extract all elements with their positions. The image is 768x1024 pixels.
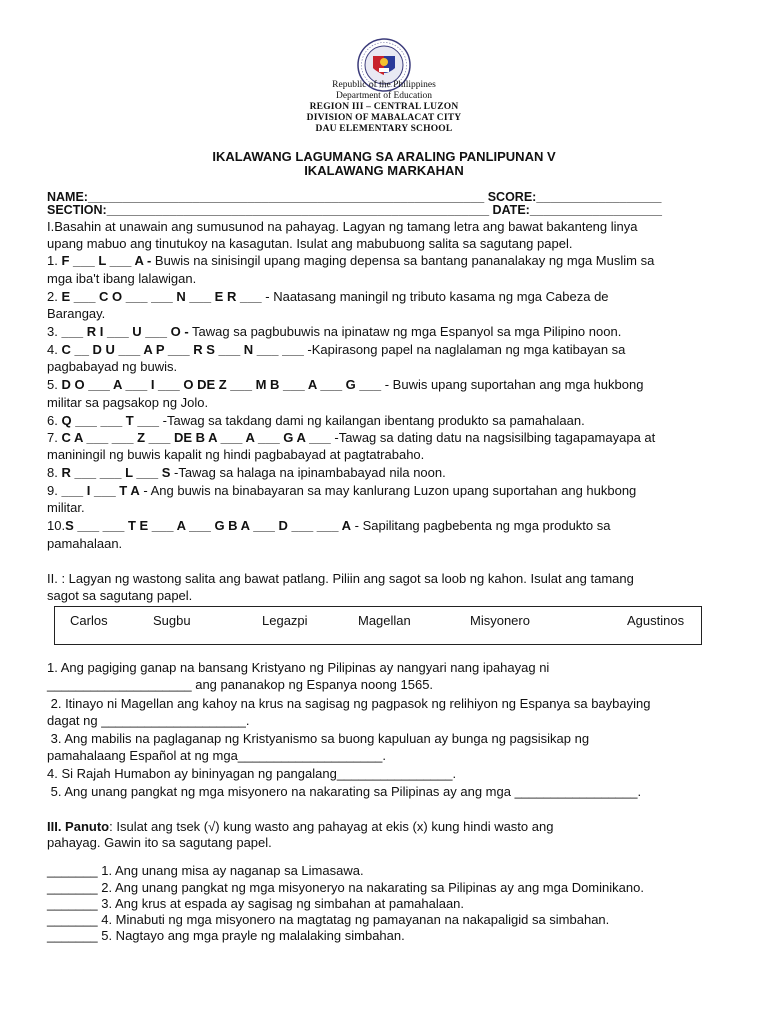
part2-item: 1. Ang pagiging ganap na bansang Kristyano ng Pilipinas ay nangyari nang ipahayag ni xyxy=(47,660,550,675)
worksheet-title: IKALAWANG LAGUMANG SA ARALING PANLIPUNAN V xyxy=(212,149,556,164)
name-score-field[interactable]: NAME:_________________________________________________________ SCORE:__________________ xyxy=(47,190,662,204)
header-department: Department of Education xyxy=(335,91,433,101)
part2-item: pamahalaang Español at ng mga____________________. xyxy=(47,748,387,763)
part2-item: 3. Ang mabilis na paglaganap ng Kristyanismo sa buong kapuluan ay bunga ng pagsisikap ng xyxy=(47,731,590,746)
part1-item: 6. Q ___ ___ T ___ -Tawag sa takdang dami ng kailangan ibentang produkto sa pamahalaan. xyxy=(47,413,585,428)
part1-item-cont: militar sa pagsakop ng Jolo. xyxy=(47,395,209,410)
choice-item: Sugbu xyxy=(153,613,191,628)
part1-instruction: I.Basahin at unawain ang sumusunod na pahayag. Lagyan ng tamang letra ang bawat bakanteng linya xyxy=(47,219,638,234)
choice-item: Carlos xyxy=(70,613,108,628)
part3-item: _______ 5. Nagtayo ang mga prayle ng malalaking simbahan. xyxy=(47,928,405,943)
part1-item: 3. ___ R I ___ U ___ O - Tawag sa pagbubuwis na ipinataw ng mga Espanyol sa mga Pilipino noon. xyxy=(47,324,622,339)
part3-instruction-cont: pahayag. Gawin ito sa sagutang papel. xyxy=(47,835,272,850)
header-republic: Republic of the Philippines xyxy=(332,80,436,90)
part1-item-cont: Barangay. xyxy=(47,306,106,321)
part2-instruction: sagot sa sagutang papel. xyxy=(47,588,193,603)
part2-item: 5. Ang unang pangkat ng mga misyonero na nakarating sa Pilipinas ay ang mga _________________. xyxy=(47,784,642,799)
part1-item: 4. C __ D U ___ A P ___ R S ___ N ___ ___ -Kapirasong papel na naglalaman ng mga katibayan sa xyxy=(47,342,626,357)
part3-item: _______ 1. Ang unang misa ay naganap sa Limasawa. xyxy=(47,863,364,878)
part2-item: 2. Itinayo ni Magellan ang kahoy na krus na sagisag ng pagpasok ng relihiyon ng Espanya sa baybaying xyxy=(47,696,651,711)
part1-item: 8. R ___ ___ L ___ S -Tawag sa halaga na ipinambabayad nila noon. xyxy=(47,465,446,480)
section-date-field[interactable]: SECTION:_______________________________________________________ DATE:___________________ xyxy=(47,203,662,217)
part2-item: ____________________ ang pananakop ng Espanya noong 1565. xyxy=(47,677,434,692)
part1-item-cont: militar. xyxy=(47,500,85,515)
part1-item-cont: mga iba't ibang lalawigan. xyxy=(47,271,197,286)
header-division: DIVISION OF MABALACAT CITY xyxy=(306,113,462,123)
choice-item: Magellan xyxy=(358,613,411,628)
part1-item: 9. ___ I ___ T A - Ang buwis na binabayaran sa may kanlurang Luzon upang suportahan ang hukbong xyxy=(47,483,637,498)
part3-instruction: III. Panuto: Isulat ang tsek (√) kung wasto ang pahayag at ekis (x) kung hindi wasto ang xyxy=(47,819,554,834)
header-region: REGION III – CENTRAL LUZON xyxy=(309,102,459,112)
part1-item: 1. F ___ L ___ A - Buwis na sinisingil upang maging depensa sa bantang pananalakay ng mga Muslim sa xyxy=(47,253,655,268)
choice-item: Legazpi xyxy=(262,613,308,628)
part1-item-cont: pagbabayad ng buwis. xyxy=(47,359,178,374)
part1-item: 2. E ___ C O ___ ___ N ___ E R ___ - Naatasang maningil ng tributo kasama ng mga Cabeza de xyxy=(47,289,609,304)
part3-item: _______ 3. Ang krus at espada ay sagisag ng simbahan at pamahalaan. xyxy=(47,896,465,911)
part2-item: 4. Si Rajah Humabon ay bininyagan ng pangalang________________. xyxy=(47,766,457,781)
part2-item: dagat ng ____________________. xyxy=(47,713,250,728)
part1-item: 10.S ___ ___ T E ___ A ___ G B A ___ D ___ ___ A - Sapilitang pagbebenta ng mga produkto sa xyxy=(47,518,611,533)
choice-item: Misyonero xyxy=(470,613,530,628)
worksheet-subtitle: IKALAWANG MARKAHAN xyxy=(304,163,464,178)
part1-item: 5. D O ___ A ___ I ___ O DE Z ___ M B ___ A ___ G ___ - Buwis upang suportahan ang mga hukbong xyxy=(47,377,644,392)
part1-item: 7. C A ___ ___ Z ___ DE B A ___ A ___ G A ___ -Tawag sa dating datu na nagsisilbing tagapamayapa at xyxy=(47,430,656,445)
part1-item-cont: maniningil ng buwis kapalit ng hindi pagbabayad at pagtatrabaho. xyxy=(47,447,425,462)
choice-item: Agustinos xyxy=(627,613,685,628)
part1-instruction: upang mabuo ang tinutukoy na kasagutan. Isulat ang mabubuong salita sa sagutang papel. xyxy=(47,236,573,251)
part1-item-cont: pamahalaan. xyxy=(47,536,123,551)
part3-item: _______ 2. Ang unang pangkat ng mga misyoneryo na nakarating sa Pilipinas ay ang mga Dominikano. xyxy=(47,880,644,895)
header-school: DAU ELEMENTARY SCHOOL xyxy=(315,124,453,134)
part3-item: _______ 4. Minabuti ng mga misyonero na magtatag ng pamayanan na nakapaligid sa simbahan. xyxy=(47,912,610,927)
part2-instruction: II. : Lagyan ng wastong salita ang bawat patlang. Piliin ang sagot sa loob ng kahon. Isulat ang tamang xyxy=(47,571,634,586)
